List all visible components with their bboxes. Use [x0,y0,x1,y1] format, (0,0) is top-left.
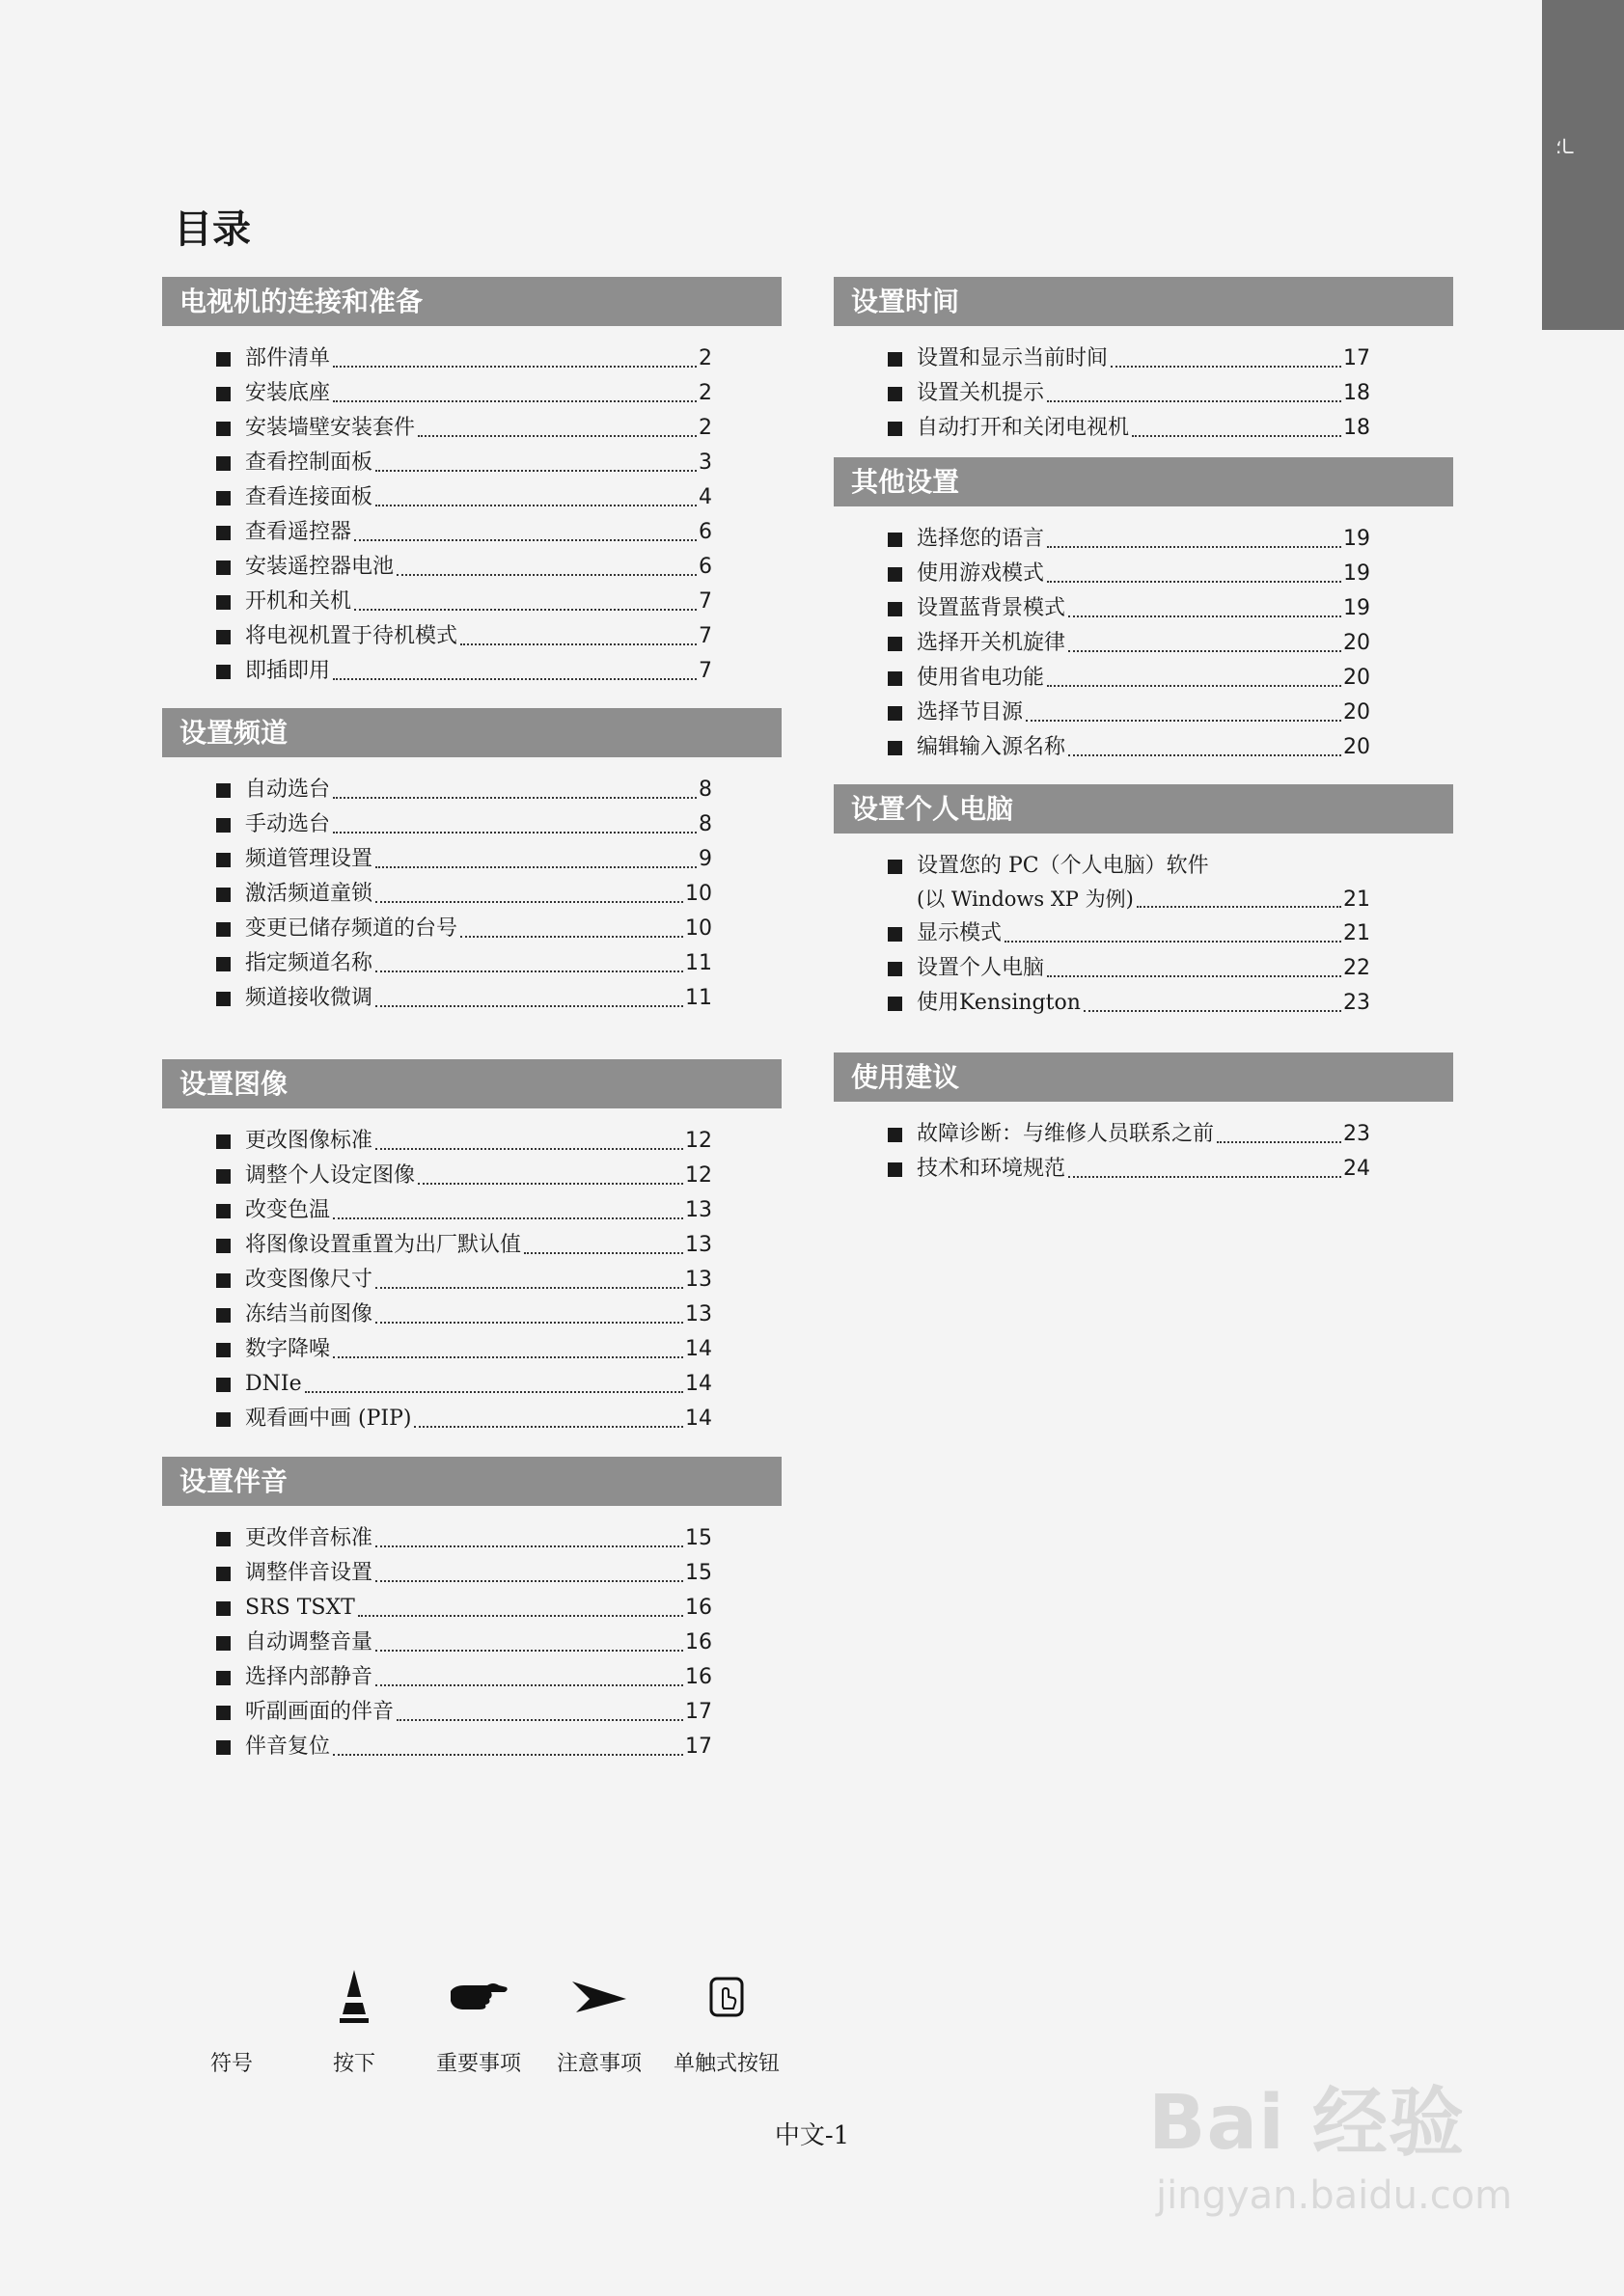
page-ref: 19 [1343,596,1370,620]
toc-entry[interactable] [834,1152,1453,1187]
dot-leader [1026,719,1341,722]
dot-leader [354,608,697,611]
entry-label: 开机和关机 [245,589,352,614]
toc-entry[interactable] [834,411,1453,446]
entry-label: DNIe [245,1372,302,1396]
toc-entry[interactable] [162,550,782,585]
toc-entry[interactable] [162,773,782,807]
page-ref: 2 [699,381,712,405]
dot-leader [375,1579,683,1582]
page-ref: 4 [699,485,712,509]
toc-entry[interactable] [162,981,782,1016]
page-ref: 18 [1343,381,1370,405]
toc-entry[interactable] [162,1263,782,1298]
toc-entry[interactable] [162,1193,782,1228]
entry-label: 编辑输入源名称 [917,735,1066,759]
toc-section [834,1052,1453,1187]
bullet-square-icon [216,1706,231,1720]
toc-entry[interactable] [162,1228,782,1263]
toc-entry[interactable] [162,446,782,480]
toc-entry[interactable] [162,1402,782,1436]
entry-label: 使用省电功能 [917,666,1045,690]
page-ref: 13 [685,1233,712,1257]
toc-section [162,277,782,689]
legend-item-important [416,1968,541,2077]
bullet-square-icon [216,1636,231,1651]
page-ref: 16 [685,1596,712,1620]
page-ref: 13 [685,1302,712,1326]
toc-entry[interactable] [162,619,782,654]
toc-entry[interactable] [162,842,782,877]
bullet-square-icon [216,1134,231,1149]
toc-entry[interactable] [162,912,782,946]
page-ref: 2 [699,346,712,370]
bullet-square-icon [216,1343,231,1357]
entry-label: 技术和环境规范 [917,1157,1066,1181]
bullet-square-icon [888,1162,902,1177]
dot-leader [1111,365,1341,368]
legend-label: 单触式按钮 [673,2052,780,2076]
dot-leader [375,504,697,506]
entry-label: 更改图像标准 [245,1129,373,1153]
toc-entry[interactable] [834,661,1453,696]
dot-leader [1047,974,1341,977]
bullet-square-icon [888,860,902,874]
bullet-square-icon [216,1567,231,1581]
entry-label: 将电视机置于待机模式 [245,624,458,648]
page-ref: 10 [685,882,712,906]
bullet-square-icon [216,630,231,644]
toc-entry[interactable] [834,951,1453,986]
entry-label: 设置关机提示 [917,381,1045,405]
entry-label: 频道接收微调 [245,986,373,1010]
dot-leader [375,970,683,972]
page-ref: 8 [699,812,712,836]
bullet-square-icon [216,1532,231,1546]
bullet-square-icon [216,1239,231,1253]
entry-label: 使用Kensington [917,991,1081,1015]
dot-leader [414,1425,683,1428]
bullet-square-icon [888,706,902,721]
page-ref: 17 [685,1735,712,1759]
bullet-square-icon [216,783,231,798]
page-ref: 10 [685,916,712,941]
entry-label: 将图像设置重置为出厂默认值 [245,1233,522,1257]
dot-leader [333,1216,683,1219]
page-ref: 20 [1343,735,1370,759]
toc-entry[interactable] [834,1117,1453,1152]
page-title: 目录 [174,206,251,252]
page-ref: 9 [699,847,712,871]
dot-leader [333,677,697,680]
bullet-square-icon [216,456,231,471]
toc-entry[interactable] [162,342,782,376]
dot-leader [1217,1140,1341,1143]
legend-item-symbol [169,1968,294,2077]
section-header: 设置伴音 [162,1457,782,1506]
section-header: 设置个人电脑 [834,784,1453,834]
entry-label: 改变图像尺寸 [245,1268,373,1292]
bullet-square-icon [216,491,231,506]
bullet-square-icon [216,1740,231,1755]
toc-entry[interactable] [162,1626,782,1660]
toc-entry[interactable] [162,1124,782,1159]
toc-entry[interactable] [162,1695,782,1730]
page-ref: 7 [699,624,712,648]
toc-entry[interactable] [834,696,1453,730]
entry-label: 显示模式 [917,921,1003,945]
toc-entry[interactable] [162,411,782,446]
dot-leader [460,642,697,645]
entry-label: 查看控制面板 [245,451,373,475]
page-ref: 12 [685,1129,712,1153]
entry-label: 设置个人电脑 [917,956,1045,980]
entry-label: 自动选台 [245,778,331,802]
entry-label: 选择内部静音 [245,1665,373,1689]
bullet-square-icon [216,1308,231,1323]
dot-leader [333,399,697,402]
bullet-square-icon [888,927,902,942]
toc-entry[interactable] [834,522,1453,557]
entry-label-continued: (以 Windows XP 为例) [917,888,1134,911]
bullet-square-icon [216,595,231,610]
toc-entry[interactable] [162,1660,782,1695]
page-ref: 23 [1343,991,1370,1015]
page-ref: 7 [699,659,712,683]
dot-leader [460,935,683,938]
toc-entry[interactable] [834,849,1453,916]
bullet-square-icon [216,1671,231,1685]
entry-label: 选择开关机旋律 [917,631,1066,655]
toc-list [834,522,1453,765]
section-header: 电视机的连接和准备 [162,277,782,326]
toc-entry[interactable] [162,654,782,689]
side-tab [1542,0,1624,330]
bullet-square-icon [888,741,902,755]
dot-leader [1047,399,1341,402]
page-ref: 14 [685,1372,712,1396]
legend-label: 符号 [209,2052,253,2076]
toc-list [834,342,1453,446]
baidu-watermark [1148,2043,1534,2236]
page-ref: 14 [685,1337,712,1361]
page-ref: 8 [699,778,712,802]
dot-leader [375,865,697,868]
dot-leader [333,365,697,368]
entry-label: 查看连接面板 [245,485,373,509]
dot-leader [1005,940,1341,943]
entry-label: SRS TSXT [245,1596,355,1620]
bullet-square-icon [888,1128,902,1142]
bullet-square-icon [216,526,231,540]
bullet-square-icon [216,665,231,679]
entry-label: 指定频道名称 [245,951,373,975]
page-ref: 14 [685,1407,712,1431]
page-ref: 20 [1343,631,1370,655]
page-ref: 3 [699,451,712,475]
entry-label: 自动调整音量 [245,1630,373,1654]
bullet-square-icon [216,422,231,436]
bullet-square-icon [216,560,231,575]
toc-section [834,457,1453,765]
dot-leader [375,900,683,903]
entry-label: 手动选台 [245,812,331,836]
legend-label: 按下 [332,2052,375,2076]
dot-leader [354,538,697,541]
page-ref: 24 [1343,1157,1370,1181]
bullet-square-icon [888,637,902,651]
dot-leader [1068,649,1341,652]
dot-leader [375,1147,683,1150]
entry-label: 观看画中画 (PIP) [245,1407,412,1431]
dot-leader [305,1390,683,1393]
page-ref: 15 [685,1561,712,1585]
dot-leader [1084,1009,1341,1012]
dot-leader [375,469,697,472]
toc-entry[interactable] [162,1332,782,1367]
entry-label: 变更已储存频道的台号 [245,916,458,941]
page-ref: 16 [685,1630,712,1654]
entry-label: 自动打开和关闭电视机 [917,416,1130,440]
toc-entry[interactable] [834,986,1453,1021]
page-ref: 17 [685,1700,712,1724]
dot-leader [1137,905,1341,908]
dot-leader [358,1614,683,1617]
dot-leader [524,1251,683,1254]
dot-leader [418,1182,683,1185]
dot-leader [375,1683,683,1686]
dot-leader [333,1355,683,1358]
bullet-square-icon [888,533,902,547]
bullet-square-icon [216,922,231,937]
dot-leader [375,1649,683,1652]
section-header: 使用建议 [834,1052,1453,1102]
section-header: 其他设置 [834,457,1453,506]
dot-leader [1047,580,1341,583]
toc-section [834,784,1453,1021]
bullet-square-icon [216,818,231,833]
dot-leader [375,1544,683,1547]
entry-label: 部件清单 [245,346,331,370]
entry-label: 数字降噪 [245,1337,331,1361]
bullet-square-icon [216,1601,231,1616]
page-number: 中文-1 [774,2121,850,2150]
toc-section [162,1059,782,1436]
page-ref: 19 [1343,527,1370,551]
toc-section [162,708,782,1016]
page-ref: 11 [685,951,712,975]
toc-entry[interactable] [162,1730,782,1764]
section-header: 设置图像 [162,1059,782,1108]
page-ref: 23 [1343,1122,1370,1146]
bullet-square-icon [216,1273,231,1288]
section-header: 设置时间 [834,277,1453,326]
legend-item-note [537,1968,662,2077]
bullet-square-icon [216,1169,231,1184]
page-ref: 20 [1343,666,1370,690]
entry-label: 查看遥控器 [245,520,352,544]
dot-leader [1068,753,1341,756]
entry-label: 安装底座 [245,381,331,405]
legend-label: 注意事项 [556,2052,642,2076]
bullet-square-icon [216,387,231,401]
toc-entry[interactable] [834,730,1453,765]
side-tab-mark: ـا؛ [1555,135,1574,158]
bullet-square-icon [888,567,902,582]
toc-entry[interactable] [162,480,782,515]
toc-entry[interactable] [834,376,1453,411]
page-ref: 18 [1343,416,1370,440]
page-ref: 6 [699,555,712,579]
entry-label: 设置和显示当前时间 [917,346,1109,370]
arrowhead-icon [537,1968,662,2026]
entry-label: 即插即用 [245,659,331,683]
dot-leader [333,1753,683,1756]
entry-label: 设置蓝背景模式 [917,596,1066,620]
dot-leader [375,1321,683,1324]
toc-entry[interactable] [162,1298,782,1332]
entry-label: 冻结当前图像 [245,1302,373,1326]
entry-label: 改变色温 [245,1198,331,1222]
page-ref: 11 [685,986,712,1010]
page-ref: 2 [699,416,712,440]
dot-leader [397,1718,683,1721]
toc-entry[interactable] [834,591,1453,626]
page-ref: 13 [685,1198,712,1222]
bullet-square-icon [888,962,902,976]
dot-leader [1047,684,1341,687]
bullet-square-icon [216,992,231,1006]
page-ref: 17 [1343,346,1370,370]
entry-label: 调整伴音设置 [245,1561,373,1585]
bullet-square-icon [216,1204,231,1218]
watermark-sub: jingyan.baidu.com [1156,2173,1513,2218]
dot-leader [1068,1175,1341,1178]
legend-item-one-touch [664,1968,789,2077]
dot-leader [333,831,697,834]
bullet-square-icon [888,352,902,367]
toc-section [162,1457,782,1764]
page-ref: 21 [1343,921,1370,945]
entry-label: 听副画面的伴音 [245,1700,395,1724]
toc-entry[interactable] [162,1521,782,1556]
legend-label: 重要事项 [435,2052,521,2076]
toc-entry[interactable] [834,916,1453,951]
section-header: 设置频道 [162,708,782,757]
dot-leader [1132,434,1341,437]
toc-list [834,849,1453,1021]
entry-label: 伴音复位 [245,1735,331,1759]
toc-entry[interactable] [162,376,782,411]
bullet-square-icon [216,888,231,902]
toc-list [162,342,782,689]
toc-list [162,773,782,1016]
toc-entry[interactable] [162,946,782,981]
toc-list [162,1521,782,1764]
bullet-square-icon [216,1378,231,1392]
dot-leader [1047,545,1341,548]
legend-item-press [291,1968,417,2077]
toc-entry[interactable] [162,585,782,619]
bullet-square-icon [216,957,231,971]
entry-label: 频道管理设置 [245,847,373,871]
page-ref: 22 [1343,956,1370,980]
toc-entry[interactable] [162,515,782,550]
dot-leader [333,796,697,799]
pointing-hand-icon [416,1968,541,2026]
press-arrow-icon [291,1968,417,2026]
toc-entry[interactable] [162,1591,782,1626]
page-ref: 13 [685,1268,712,1292]
entry-label: 安装遥控器电池 [245,555,395,579]
toc-entry[interactable] [834,557,1453,591]
toc-entry[interactable] [162,807,782,842]
page-ref: 6 [699,520,712,544]
toc-list [162,1124,782,1436]
entry-label: 选择节目源 [917,700,1024,724]
entry-label: 激活频道童锁 [245,882,373,906]
bullet-square-icon [888,671,902,686]
one-touch-button-icon [664,1968,789,2026]
toc-entry[interactable] [162,1556,782,1591]
entry-label: 故障诊断：与维修人员联系之前 [917,1122,1215,1146]
toc-entry[interactable] [834,626,1453,661]
toc-entry[interactable] [162,1159,782,1193]
page-ref: 15 [685,1526,712,1550]
page-ref: 21 [1343,888,1370,912]
entry-label: 调整个人设定图像 [245,1163,416,1188]
entry-label: 选择您的语言 [917,527,1045,551]
dot-leader [397,573,697,576]
bullet-square-icon [888,422,902,436]
dot-leader [1068,615,1341,617]
toc-entry[interactable] [834,342,1453,376]
bullet-square-icon [888,387,902,401]
toc-entry[interactable] [162,877,782,912]
bullet-square-icon [216,352,231,367]
page-ref: 16 [685,1665,712,1689]
page-ref: 7 [699,589,712,614]
dot-leader [375,1004,683,1007]
entry-label: 安装墙壁安装套件 [245,416,416,440]
entry-label: 更改伴音标准 [245,1526,373,1550]
entry-label: 使用游戏模式 [917,561,1045,586]
bullet-square-icon [216,1412,231,1427]
bullet-square-icon [888,997,902,1011]
page-ref: 12 [685,1163,712,1188]
bullet-square-icon [216,853,231,867]
bullet-square-icon [888,602,902,616]
toc-entry[interactable] [162,1367,782,1402]
toc-section [834,277,1453,446]
watermark-main: Bai 经验 [1148,2080,1465,2167]
page-ref: 20 [1343,700,1370,724]
entry-label: 设置您的 PC（个人电脑）软件 [917,854,1209,878]
dot-leader [418,434,697,437]
dot-leader [375,1286,683,1289]
page-ref: 19 [1343,561,1370,586]
toc-list [834,1117,1453,1187]
